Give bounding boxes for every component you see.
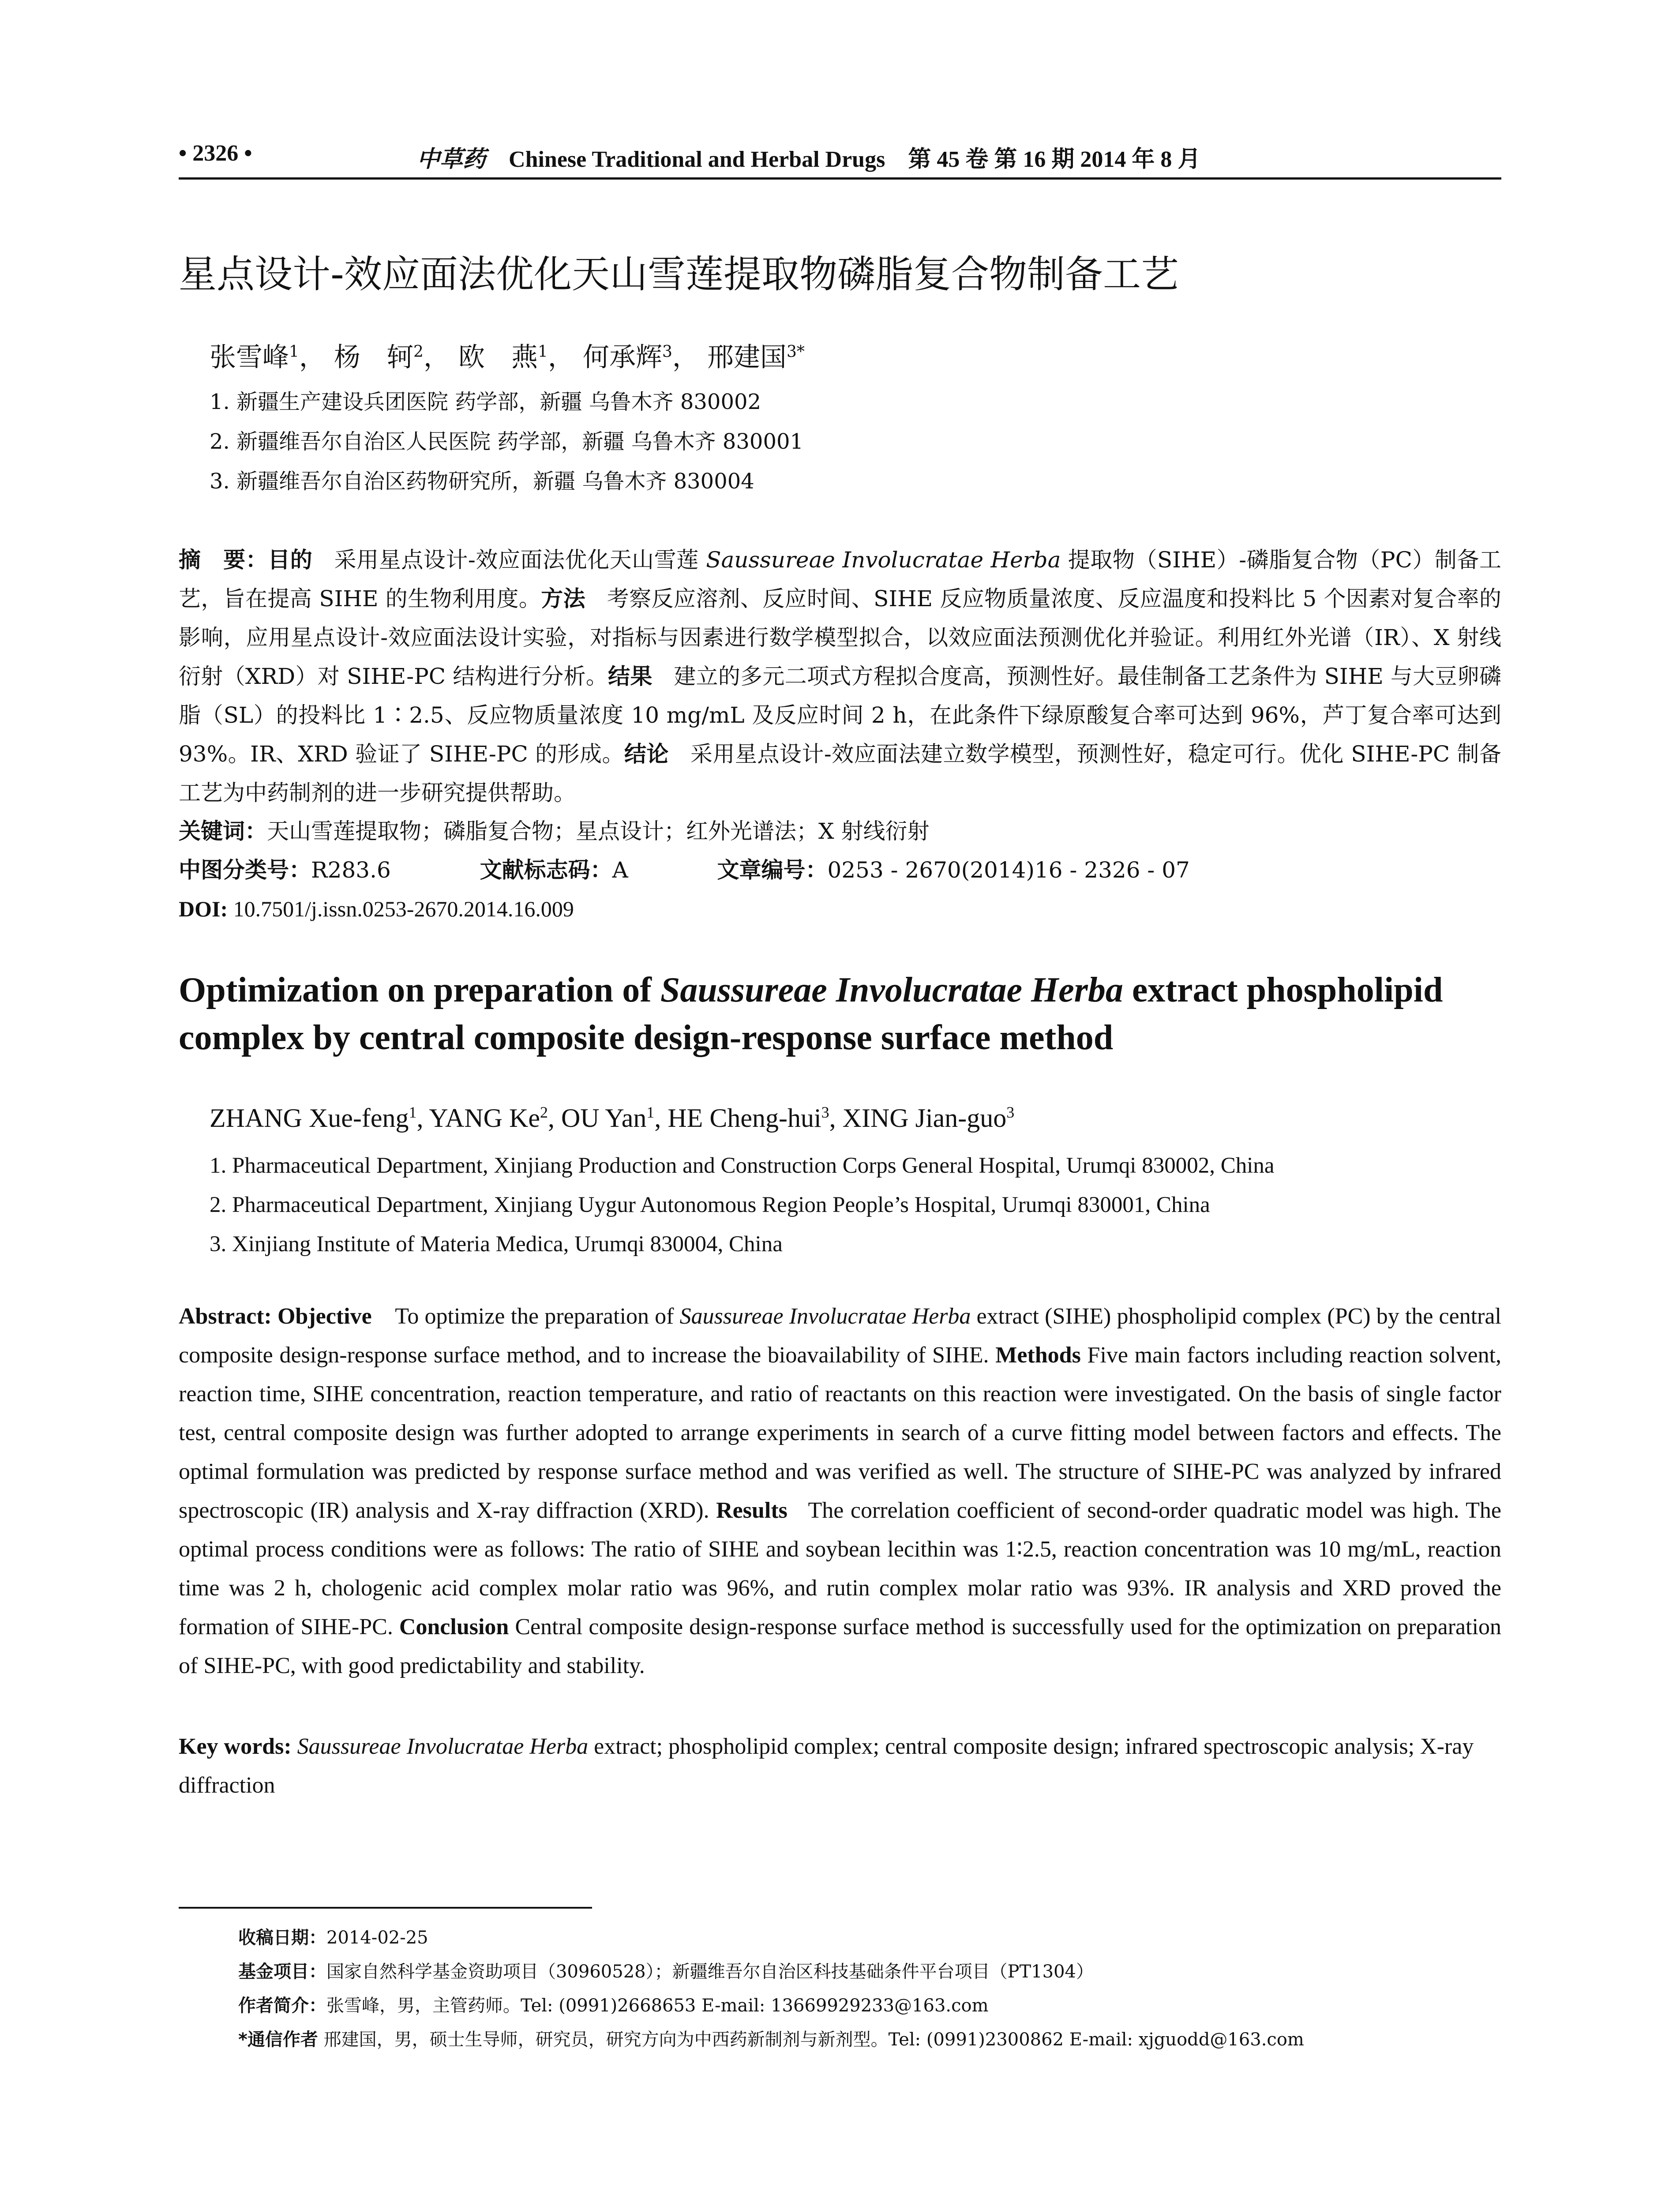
doc-code-value: A [612,857,628,883]
author-sup: 3 [662,343,672,361]
author-sup: 3* [786,343,805,361]
footnote-rule [179,1907,592,1909]
author-en: XING Jian-guo [842,1103,1007,1133]
author-cn: 邢建国 [707,342,787,373]
affiliation-cn: 2. 新疆维吾尔自治区人民医院 药学部，新疆 乌鲁木齐 830001 [210,429,804,454]
authors-en: ZHANG Xue-feng$^1$, YANG Ke$^2$, OU Yan$^1$, HE Cheng-hui$^3$, XING Jian-guo$^3$ [210,1103,1015,1133]
keywords-en-species: Saussureae Involucratae Herba [297,1734,589,1759]
classification-line [179,851,1501,889]
keywords-label: 关键词： [179,818,267,844]
footnote-text: 国家自然科学基金资助项目（30960528）；新疆维吾尔自治区科技基础条件平台项目（PT1304） [326,1962,1094,1982]
page-number: • 2326 • [179,141,252,166]
author-cn: 欧 燕 [458,342,538,373]
affiliation-cn: 1. 新疆生产建设兵团医院 药学部，新疆 乌鲁木齐 830002 [210,390,761,414]
author-en: YANG Ke [429,1103,540,1133]
objective-en-pre: To optimize the preparation of [395,1304,680,1329]
doi-label: DOI: [179,897,228,921]
results-en-text: The correlation coefficient of second-order quadratic model was high. The optimal process conditions were as follows: The ratio of SIHE and soybean lecithin was 1∶2.5, reaction concentration was 10 mg/mL, reaction time was 2 h, chologenic acid complex molar ratio was 96%, and rutin complex molar ratio was 93%. IR analysis and XRD proved the formation of SIHE-PC. [179,1498,1502,1639]
objective-text-post: 提取物（SIHE）-磷脂复合物（PC）制备工艺，旨在提高 SIHE 的生物利用度。 [179,547,1502,612]
objective-en-species: Saussureae Involucratae Herba [679,1304,971,1329]
journal-name-cn: 中草药 [417,146,486,173]
title-en-species: Saussureae Involucratae Herba [660,971,1123,1009]
footnote-received [238,1924,428,1949]
author-sup: 1 [289,343,299,361]
abstract-en [179,1297,1501,1685]
objective-en-post: extract (SIHE) phospholipid complex (PC) by the central composite design-response surface method, and to increase the bioavailability of SIHE. [179,1304,1502,1368]
affiliation-en: 3. Xinjiang Institute of Materia Medica, Urumqi 830004, China [210,1232,783,1257]
clc-label: 中图分类号： [179,857,311,883]
keywords-en-label: Key words: [179,1734,292,1759]
footnote-corresponding [238,2026,1304,2051]
results-en-label: Results [716,1498,788,1523]
journal-line [417,140,1200,173]
conclusion-en-text: Central composite design-response surface method is successfully used for the optimization on preparation of SIHE-PC, with good predictability and stability. [179,1614,1502,1678]
author-sup: 3 [1006,1103,1015,1121]
objective-text-pre: 采用星点设计-效应面法优化天山雪莲 [334,547,706,573]
header-rule [179,177,1501,180]
abstract-label: 摘 要： [179,547,268,573]
affiliation-cn: 3. 新疆维吾尔自治区药物研究所，新疆 乌鲁木齐 830004 [210,469,754,494]
keywords-text: 天山雪莲提取物；磷脂复合物；星点设计；红外光谱法；X 射线衍射 [267,818,930,844]
methods-en-label: Methods [995,1343,1081,1368]
affiliation-en: 1. Pharmaceutical Department, Xinjiang Production and Construction Corps General Hospital, Urumqi 830002, China [210,1153,1275,1178]
keywords-cn [179,812,1501,851]
author-en: HE Cheng-hui [668,1103,821,1133]
author-cn: 张雪峰 [210,342,289,373]
objective-species: Saussureae Involucratae Herba [706,547,1061,573]
keywords-en-text: extract; phospholipid complex; central composite design; infrared spectroscopic analysis; X-ray diffraction [179,1734,1474,1798]
author-sup: 3 [821,1103,829,1121]
abstract-en-label: Abstract: Objective [179,1304,372,1329]
objective-label: 目的 [268,547,313,573]
conclusion-en-label: Conclusion [399,1614,509,1639]
abstract-cn [179,540,1501,812]
doi-value[interactable]: 10.7501/j.issn.0253-2670.2014.16.009 [233,897,574,921]
footnote-text: 张雪峰，男，主管药师。Tel: (0991)2668653 E-mail: 13669929233@163.com [326,1996,989,2016]
author-cn: 杨 轲 [334,342,413,373]
footnote-author-bio [238,1992,989,2017]
conclusion-text: 采用星点设计-效应面法建立数学模型，预测性好，稳定可行。优化 SIHE-PC 制备工艺为中药制剂的进一步研究提供帮助。 [179,741,1502,806]
title-en-post: extract phospholipid complex by central composite design-response surface method [179,971,1443,1057]
footnote-text: 邢建国，男，硕士生导师，研究员，研究方向为中西药新制剂与新剂型。Tel: (0991)2300862 E-mail: xjguodd@163.com [318,2030,1304,2050]
author-sup: 1 [537,343,548,361]
author-cn: 何承辉 [582,342,662,373]
footnote-label: 作者简介： [238,1996,326,2016]
title-cn: 星点设计-效应面法优化天山雪莲提取物磷脂复合物制备工艺 [179,252,1179,296]
results-label: 结果 [608,664,652,689]
conclusion-label: 结论 [624,741,669,767]
footnote-text: 2014-02-25 [326,1928,428,1948]
keywords-en [179,1727,1501,1805]
article-no-label: 文章编号： [717,857,828,883]
footnote-label: *通信作者 [238,2030,318,2050]
title-en-pre: Optimization on preparation of [179,971,660,1009]
author-sup: 2 [413,343,424,361]
journal-name-en: Chinese Traditional and Herbal Drugs [509,147,885,172]
affiliation-en: 2. Pharmaceutical Department, Xinjiang Uygur Autonomous Region People’s Hospital, Urumqi 830001, China [210,1193,1210,1217]
author-sup: 2 [540,1103,548,1121]
author-sup: 1 [646,1103,655,1121]
clc-value: R283.6 [311,857,391,883]
methods-en-text: Five main factors including reaction solvent, reaction time, SIHE concentration, reaction temperature, and ratio of reactants on this reaction were investigated. On the basis of single factor test, central composite design was further adopted to arrange experiments in search of a curve fitting model between factors and effects. The optimal formulation was predicted by response surface method and was verified as well. The structure of SIHE-PC was analyzed by infrared spectroscopic (IR) analysis and X-ray diffraction (XRD). [179,1343,1502,1523]
authors-cn: 张雪峰$^1$， 杨 轲$^2$， 欧 燕$^1$， 何承辉$^3$， 邢建国$^{3*}$ [210,342,805,373]
running-header [179,140,1501,181]
author-sup: 1 [409,1103,417,1121]
doi-line [179,889,1501,928]
issue-info: 第 45 卷 第 16 期 2014 年 8 月 [908,147,1201,172]
methods-text: 考察反应溶剂、反应时间、SIHE 反应物质量浓度、反应温度和投料比 5 个因素对复合率的影响，应用星点设计-效应面法设计实验，对指标与因素进行数学模型拟合，以效应面法预测优化并验证。利用红外光谱（IR）、X 射线衍射（XRD）对 SIHE-PC 结构进行分析。 [179,586,1501,689]
title-en [179,966,1501,1062]
methods-label: 方法 [541,586,585,612]
author-en: ZHANG Xue-feng [210,1103,409,1133]
article-no-value: 0253 - 2670(2014)16 - 2326 - 07 [827,857,1190,883]
results-text: 建立的多元二项式方程拟合度高，预测性好。最佳制备工艺条件为 SIHE 与大豆卵磷脂（SL）的投料比 1∶2.5、反应物质量浓度 10 mg/mL 及反应时间 2 h，在此条件下绿原酸复合率可达到 96%，芦丁复合率可达到 93%。IR、XRD 验证了 SIHE-PC 的形成。 [179,664,1501,767]
footnote-label: 基金项目： [238,1962,326,1982]
footnote-label: 收稿日期： [238,1928,326,1948]
footnote-funding [238,1958,1094,1983]
author-en: OU Yan [561,1103,647,1133]
doc-code-label: 文献标志码： [480,857,612,883]
